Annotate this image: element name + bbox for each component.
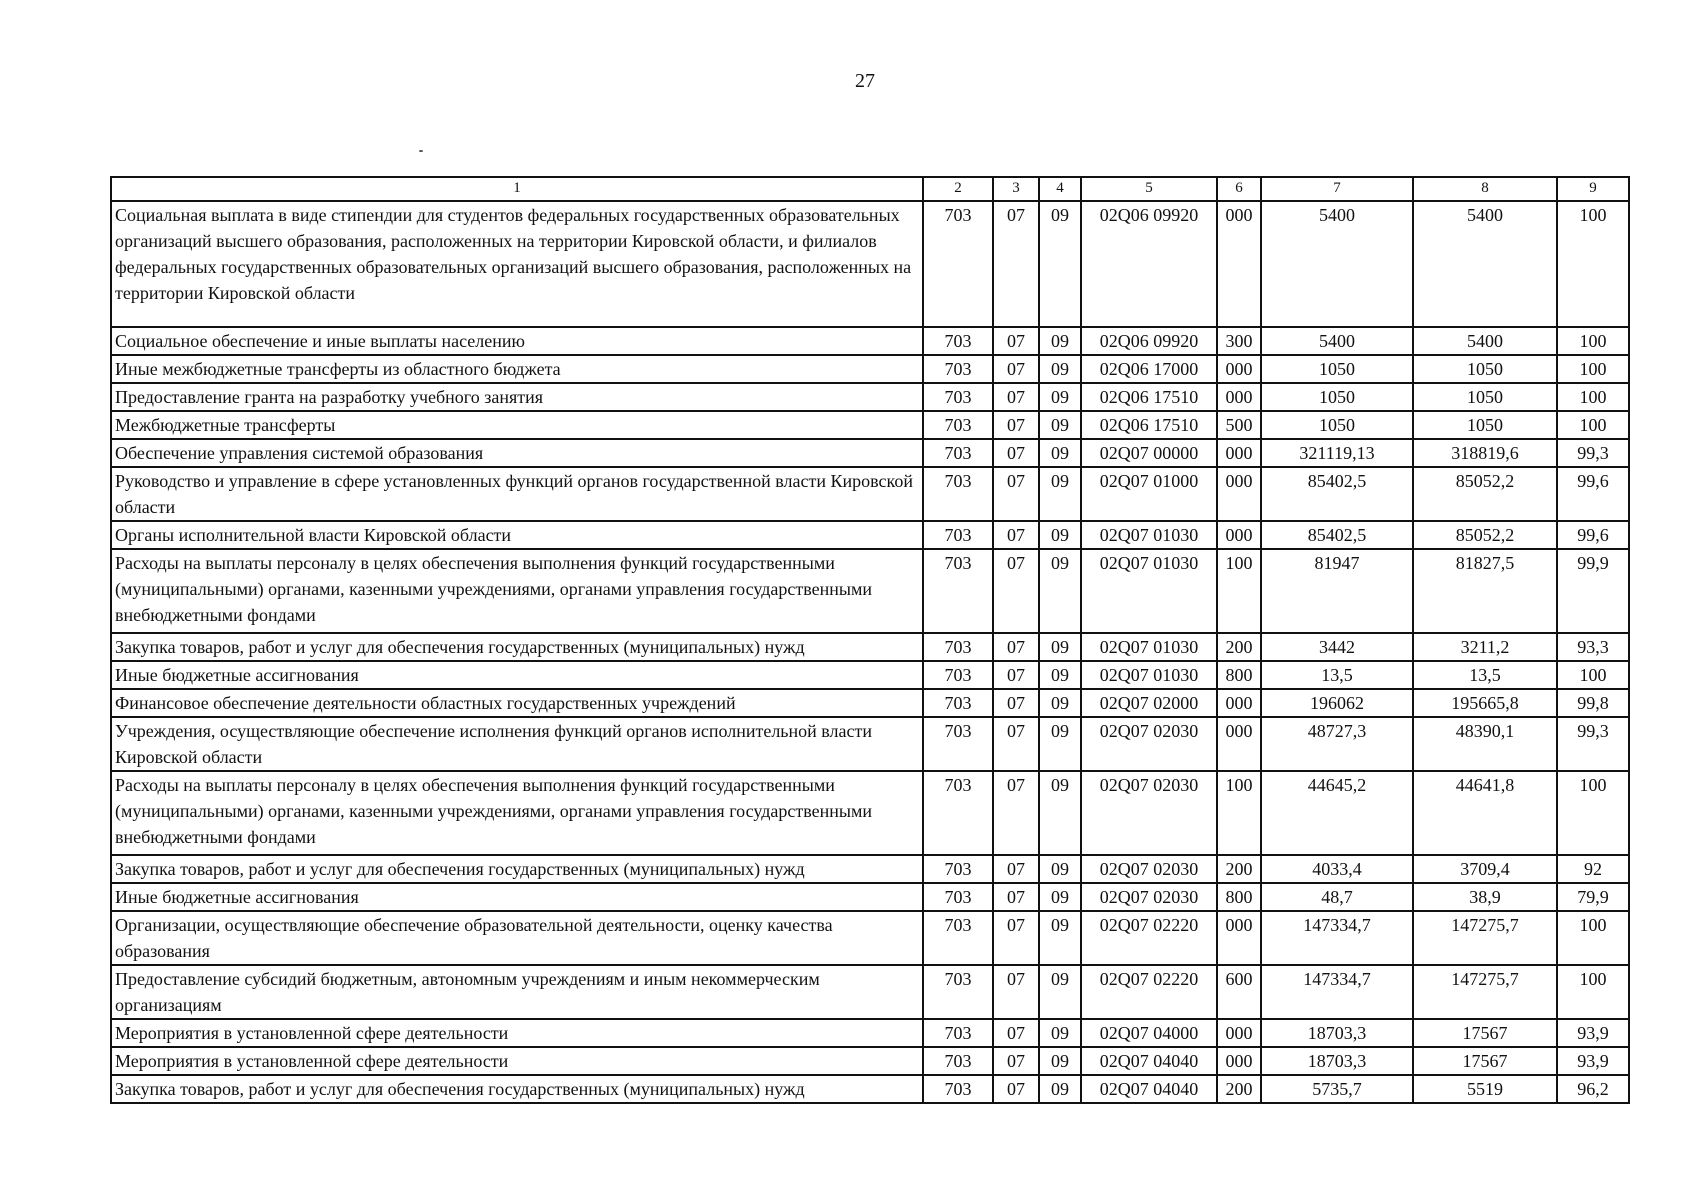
cell-planned: 18703,3 bbox=[1261, 1019, 1413, 1047]
cell-description: Социальное обеспечение и иные выплаты населению bbox=[111, 327, 923, 355]
cell-executed: 17567 bbox=[1413, 1019, 1557, 1047]
cell-description: Обеспечение управления системой образования bbox=[111, 439, 923, 467]
cell-percent: 100 bbox=[1557, 383, 1629, 411]
cell-description: Предоставление субсидий бюджетным, автономным учреждениям и иным некоммерческим организациям bbox=[111, 965, 923, 1019]
table-row bbox=[111, 1047, 1629, 1075]
cell-planned: 321119,13 bbox=[1261, 439, 1413, 467]
table-row bbox=[111, 327, 1629, 355]
cell-admin-code: 703 bbox=[923, 439, 993, 467]
cell-section: 07 bbox=[993, 883, 1039, 911]
cell-expense-type: 000 bbox=[1217, 383, 1261, 411]
cell-planned: 4033,4 bbox=[1261, 855, 1413, 883]
cell-description: Мероприятия в установленной сфере деятельности bbox=[111, 1019, 923, 1047]
cell-planned: 5735,7 bbox=[1261, 1075, 1413, 1103]
cell-planned: 85402,5 bbox=[1261, 467, 1413, 521]
column-header-7: 7 bbox=[1261, 177, 1413, 201]
table-row bbox=[111, 355, 1629, 383]
cell-description: Предоставление гранта на разработку учебного занятия bbox=[111, 383, 923, 411]
cell-subsection: 09 bbox=[1039, 1075, 1081, 1103]
table-row bbox=[111, 911, 1629, 965]
scan-speck bbox=[419, 150, 423, 152]
table-row bbox=[111, 661, 1629, 689]
cell-expense-type: 100 bbox=[1217, 549, 1261, 633]
cell-target-article: 02Q07 02220 bbox=[1081, 911, 1217, 965]
cell-expense-type: 000 bbox=[1217, 1047, 1261, 1075]
cell-executed: 44641,8 bbox=[1413, 771, 1557, 855]
cell-target-article: 02Q07 02030 bbox=[1081, 883, 1217, 911]
cell-subsection: 09 bbox=[1039, 717, 1081, 771]
cell-expense-type: 800 bbox=[1217, 661, 1261, 689]
cell-description: Организации, осуществляющие обеспечение образовательной деятельности, оценку качества образования bbox=[111, 911, 923, 965]
column-header-8: 8 bbox=[1413, 177, 1557, 201]
cell-percent: 100 bbox=[1557, 355, 1629, 383]
cell-section: 07 bbox=[993, 1075, 1039, 1103]
cell-section: 07 bbox=[993, 201, 1039, 327]
cell-subsection: 09 bbox=[1039, 1019, 1081, 1047]
cell-section: 07 bbox=[993, 771, 1039, 855]
page-number: 27 bbox=[855, 70, 875, 92]
cell-expense-type: 000 bbox=[1217, 521, 1261, 549]
cell-target-article: 02Q07 02030 bbox=[1081, 771, 1217, 855]
cell-target-article: 02Q07 00000 bbox=[1081, 439, 1217, 467]
cell-admin-code: 703 bbox=[923, 327, 993, 355]
cell-executed: 85052,2 bbox=[1413, 521, 1557, 549]
cell-executed: 3211,2 bbox=[1413, 633, 1557, 661]
cell-planned: 85402,5 bbox=[1261, 521, 1413, 549]
cell-subsection: 09 bbox=[1039, 549, 1081, 633]
cell-admin-code: 703 bbox=[923, 855, 993, 883]
cell-subsection: 09 bbox=[1039, 467, 1081, 521]
cell-admin-code: 703 bbox=[923, 201, 993, 327]
cell-admin-code: 703 bbox=[923, 1019, 993, 1047]
cell-target-article: 02Q07 02030 bbox=[1081, 717, 1217, 771]
cell-section: 07 bbox=[993, 633, 1039, 661]
table-row bbox=[111, 633, 1629, 661]
cell-admin-code: 703 bbox=[923, 521, 993, 549]
cell-planned: 13,5 bbox=[1261, 661, 1413, 689]
column-header-2: 2 bbox=[923, 177, 993, 201]
cell-expense-type: 000 bbox=[1217, 717, 1261, 771]
cell-executed: 318819,6 bbox=[1413, 439, 1557, 467]
table-row bbox=[111, 411, 1629, 439]
cell-executed: 81827,5 bbox=[1413, 549, 1557, 633]
cell-section: 07 bbox=[993, 327, 1039, 355]
cell-admin-code: 703 bbox=[923, 355, 993, 383]
cell-executed: 5400 bbox=[1413, 327, 1557, 355]
cell-executed: 147275,7 bbox=[1413, 911, 1557, 965]
cell-planned: 5400 bbox=[1261, 201, 1413, 327]
cell-target-article: 02Q07 02030 bbox=[1081, 855, 1217, 883]
cell-subsection: 09 bbox=[1039, 383, 1081, 411]
cell-expense-type: 000 bbox=[1217, 467, 1261, 521]
cell-subsection: 09 bbox=[1039, 355, 1081, 383]
cell-executed: 1050 bbox=[1413, 383, 1557, 411]
cell-target-article: 02Q07 04000 bbox=[1081, 1019, 1217, 1047]
cell-expense-type: 000 bbox=[1217, 689, 1261, 717]
cell-subsection: 09 bbox=[1039, 439, 1081, 467]
column-header-9: 9 bbox=[1557, 177, 1629, 201]
cell-admin-code: 703 bbox=[923, 383, 993, 411]
cell-expense-type: 000 bbox=[1217, 201, 1261, 327]
cell-description: Мероприятия в установленной сфере деятельности bbox=[111, 1047, 923, 1075]
cell-executed: 5400 bbox=[1413, 201, 1557, 327]
cell-percent: 99,6 bbox=[1557, 467, 1629, 521]
cell-section: 07 bbox=[993, 689, 1039, 717]
cell-admin-code: 703 bbox=[923, 965, 993, 1019]
column-header-1: 1 bbox=[111, 177, 923, 201]
cell-section: 07 bbox=[993, 661, 1039, 689]
cell-description: Закупка товаров, работ и услуг для обеспечения государственных (муниципальных) нужд bbox=[111, 633, 923, 661]
cell-planned: 48,7 bbox=[1261, 883, 1413, 911]
cell-planned: 1050 bbox=[1261, 355, 1413, 383]
cell-description: Расходы на выплаты персоналу в целях обеспечения выполнения функций государственными (муниципальными) органами, казенными учреждениями, органами управления государственными внебюджетными фондами bbox=[111, 771, 923, 855]
cell-planned: 5400 bbox=[1261, 327, 1413, 355]
cell-expense-type: 200 bbox=[1217, 633, 1261, 661]
cell-target-article: 02Q07 01030 bbox=[1081, 661, 1217, 689]
cell-description: Межбюджетные трансферты bbox=[111, 411, 923, 439]
cell-executed: 48390,1 bbox=[1413, 717, 1557, 771]
cell-section: 07 bbox=[993, 1019, 1039, 1047]
cell-subsection: 09 bbox=[1039, 855, 1081, 883]
cell-section: 07 bbox=[993, 411, 1039, 439]
cell-expense-type: 000 bbox=[1217, 439, 1261, 467]
cell-admin-code: 703 bbox=[923, 1047, 993, 1075]
cell-planned: 3442 bbox=[1261, 633, 1413, 661]
cell-expense-type: 500 bbox=[1217, 411, 1261, 439]
cell-description: Учреждения, осуществляющие обеспечение исполнения функций органов исполнительной власти Кировской области bbox=[111, 717, 923, 771]
cell-section: 07 bbox=[993, 911, 1039, 965]
cell-expense-type: 100 bbox=[1217, 771, 1261, 855]
cell-planned: 81947 bbox=[1261, 549, 1413, 633]
cell-planned: 1050 bbox=[1261, 411, 1413, 439]
cell-subsection: 09 bbox=[1039, 411, 1081, 439]
cell-section: 07 bbox=[993, 717, 1039, 771]
table-row bbox=[111, 771, 1629, 855]
column-header-6: 6 bbox=[1217, 177, 1261, 201]
table-row bbox=[111, 965, 1629, 1019]
cell-planned: 1050 bbox=[1261, 383, 1413, 411]
table-row bbox=[111, 717, 1629, 771]
cell-admin-code: 703 bbox=[923, 661, 993, 689]
cell-percent: 93,9 bbox=[1557, 1019, 1629, 1047]
cell-section: 07 bbox=[993, 1047, 1039, 1075]
table-row bbox=[111, 201, 1629, 327]
cell-subsection: 09 bbox=[1039, 771, 1081, 855]
cell-subsection: 09 bbox=[1039, 327, 1081, 355]
cell-percent: 99,8 bbox=[1557, 689, 1629, 717]
cell-admin-code: 703 bbox=[923, 911, 993, 965]
cell-section: 07 bbox=[993, 521, 1039, 549]
cell-subsection: 09 bbox=[1039, 689, 1081, 717]
cell-expense-type: 600 bbox=[1217, 965, 1261, 1019]
cell-percent: 100 bbox=[1557, 911, 1629, 965]
cell-admin-code: 703 bbox=[923, 689, 993, 717]
cell-executed: 1050 bbox=[1413, 355, 1557, 383]
cell-target-article: 02Q07 01030 bbox=[1081, 549, 1217, 633]
cell-subsection: 09 bbox=[1039, 521, 1081, 549]
cell-executed: 195665,8 bbox=[1413, 689, 1557, 717]
cell-percent: 100 bbox=[1557, 201, 1629, 327]
cell-admin-code: 703 bbox=[923, 549, 993, 633]
cell-description: Руководство и управление в сфере установленных функций органов государственной власти Кировской области bbox=[111, 467, 923, 521]
cell-expense-type: 300 bbox=[1217, 327, 1261, 355]
cell-expense-type: 800 bbox=[1217, 883, 1261, 911]
cell-description: Закупка товаров, работ и услуг для обеспечения государственных (муниципальных) нужд bbox=[111, 855, 923, 883]
cell-percent: 96,2 bbox=[1557, 1075, 1629, 1103]
cell-target-article: 02Q06 17000 bbox=[1081, 355, 1217, 383]
cell-target-article: 02Q06 17510 bbox=[1081, 411, 1217, 439]
cell-percent: 99,3 bbox=[1557, 717, 1629, 771]
cell-target-article: 02Q07 01030 bbox=[1081, 633, 1217, 661]
cell-subsection: 09 bbox=[1039, 633, 1081, 661]
table-row bbox=[111, 383, 1629, 411]
cell-executed: 3709,4 bbox=[1413, 855, 1557, 883]
cell-executed: 85052,2 bbox=[1413, 467, 1557, 521]
cell-planned: 147334,7 bbox=[1261, 965, 1413, 1019]
budget-table bbox=[110, 176, 1630, 1104]
cell-executed: 147275,7 bbox=[1413, 965, 1557, 1019]
table-row bbox=[111, 689, 1629, 717]
cell-percent: 100 bbox=[1557, 411, 1629, 439]
cell-percent: 93,9 bbox=[1557, 1047, 1629, 1075]
cell-description: Органы исполнительной власти Кировской области bbox=[111, 521, 923, 549]
cell-admin-code: 703 bbox=[923, 1075, 993, 1103]
cell-target-article: 02Q07 04040 bbox=[1081, 1075, 1217, 1103]
cell-subsection: 09 bbox=[1039, 1047, 1081, 1075]
cell-target-article: 02Q06 09920 bbox=[1081, 201, 1217, 327]
cell-subsection: 09 bbox=[1039, 201, 1081, 327]
cell-section: 07 bbox=[993, 467, 1039, 521]
table-row bbox=[111, 521, 1629, 549]
cell-expense-type: 200 bbox=[1217, 855, 1261, 883]
column-header-4: 4 bbox=[1039, 177, 1081, 201]
table-row bbox=[111, 1019, 1629, 1047]
cell-executed: 1050 bbox=[1413, 411, 1557, 439]
table-row bbox=[111, 855, 1629, 883]
cell-percent: 79,9 bbox=[1557, 883, 1629, 911]
cell-target-article: 02Q07 02000 bbox=[1081, 689, 1217, 717]
cell-description: Социальная выплата в виде стипендии для студентов федеральных государственных образовательных организаций высшего образования, расположенных на территории Кировской области, и филиалов федеральных государственных образовательных организаций высшего образования, расположенных на территории Кировской области bbox=[111, 201, 923, 327]
column-header-5: 5 bbox=[1081, 177, 1217, 201]
cell-planned: 147334,7 bbox=[1261, 911, 1413, 965]
cell-percent: 92 bbox=[1557, 855, 1629, 883]
cell-description: Иные межбюджетные трансферты из областного бюджета bbox=[111, 355, 923, 383]
cell-percent: 99,9 bbox=[1557, 549, 1629, 633]
cell-expense-type: 200 bbox=[1217, 1075, 1261, 1103]
cell-admin-code: 703 bbox=[923, 717, 993, 771]
cell-expense-type: 000 bbox=[1217, 911, 1261, 965]
cell-executed: 17567 bbox=[1413, 1047, 1557, 1075]
table-row bbox=[111, 549, 1629, 633]
cell-expense-type: 000 bbox=[1217, 355, 1261, 383]
column-header-3: 3 bbox=[993, 177, 1039, 201]
table-row bbox=[111, 467, 1629, 521]
cell-admin-code: 703 bbox=[923, 467, 993, 521]
cell-target-article: 02Q07 04040 bbox=[1081, 1047, 1217, 1075]
cell-description: Расходы на выплаты персоналу в целях обеспечения выполнения функций государственными (муниципальными) органами, казенными учреждениями, органами управления государственными внебюджетными фондами bbox=[111, 549, 923, 633]
cell-admin-code: 703 bbox=[923, 411, 993, 439]
cell-executed: 38,9 bbox=[1413, 883, 1557, 911]
cell-percent: 100 bbox=[1557, 327, 1629, 355]
cell-target-article: 02Q06 17510 bbox=[1081, 383, 1217, 411]
cell-percent: 99,3 bbox=[1557, 439, 1629, 467]
cell-section: 07 bbox=[993, 965, 1039, 1019]
cell-admin-code: 703 bbox=[923, 771, 993, 855]
cell-subsection: 09 bbox=[1039, 911, 1081, 965]
cell-planned: 44645,2 bbox=[1261, 771, 1413, 855]
table-row bbox=[111, 439, 1629, 467]
cell-target-article: 02Q06 09920 bbox=[1081, 327, 1217, 355]
cell-percent: 100 bbox=[1557, 965, 1629, 1019]
cell-description: Иные бюджетные ассигнования bbox=[111, 661, 923, 689]
cell-subsection: 09 bbox=[1039, 883, 1081, 911]
cell-percent: 93,3 bbox=[1557, 633, 1629, 661]
header-row bbox=[111, 177, 1629, 201]
cell-subsection: 09 bbox=[1039, 661, 1081, 689]
cell-section: 07 bbox=[993, 383, 1039, 411]
cell-subsection: 09 bbox=[1039, 965, 1081, 1019]
cell-section: 07 bbox=[993, 355, 1039, 383]
table-row bbox=[111, 1075, 1629, 1103]
table-row bbox=[111, 883, 1629, 911]
cell-target-article: 02Q07 02220 bbox=[1081, 965, 1217, 1019]
cell-section: 07 bbox=[993, 439, 1039, 467]
cell-planned: 18703,3 bbox=[1261, 1047, 1413, 1075]
cell-target-article: 02Q07 01030 bbox=[1081, 521, 1217, 549]
cell-description: Иные бюджетные ассигнования bbox=[111, 883, 923, 911]
cell-planned: 196062 bbox=[1261, 689, 1413, 717]
cell-description: Закупка товаров, работ и услуг для обеспечения государственных (муниципальных) нужд bbox=[111, 1075, 923, 1103]
cell-percent: 100 bbox=[1557, 771, 1629, 855]
cell-admin-code: 703 bbox=[923, 883, 993, 911]
cell-section: 07 bbox=[993, 549, 1039, 633]
cell-admin-code: 703 bbox=[923, 633, 993, 661]
cell-description: Финансовое обеспечение деятельности областных государственных учреждений bbox=[111, 689, 923, 717]
cell-executed: 5519 bbox=[1413, 1075, 1557, 1103]
table-body bbox=[111, 201, 1629, 1103]
cell-percent: 100 bbox=[1557, 661, 1629, 689]
cell-target-article: 02Q07 01000 bbox=[1081, 467, 1217, 521]
cell-planned: 48727,3 bbox=[1261, 717, 1413, 771]
cell-expense-type: 000 bbox=[1217, 1019, 1261, 1047]
cell-section: 07 bbox=[993, 855, 1039, 883]
cell-percent: 99,6 bbox=[1557, 521, 1629, 549]
cell-executed: 13,5 bbox=[1413, 661, 1557, 689]
